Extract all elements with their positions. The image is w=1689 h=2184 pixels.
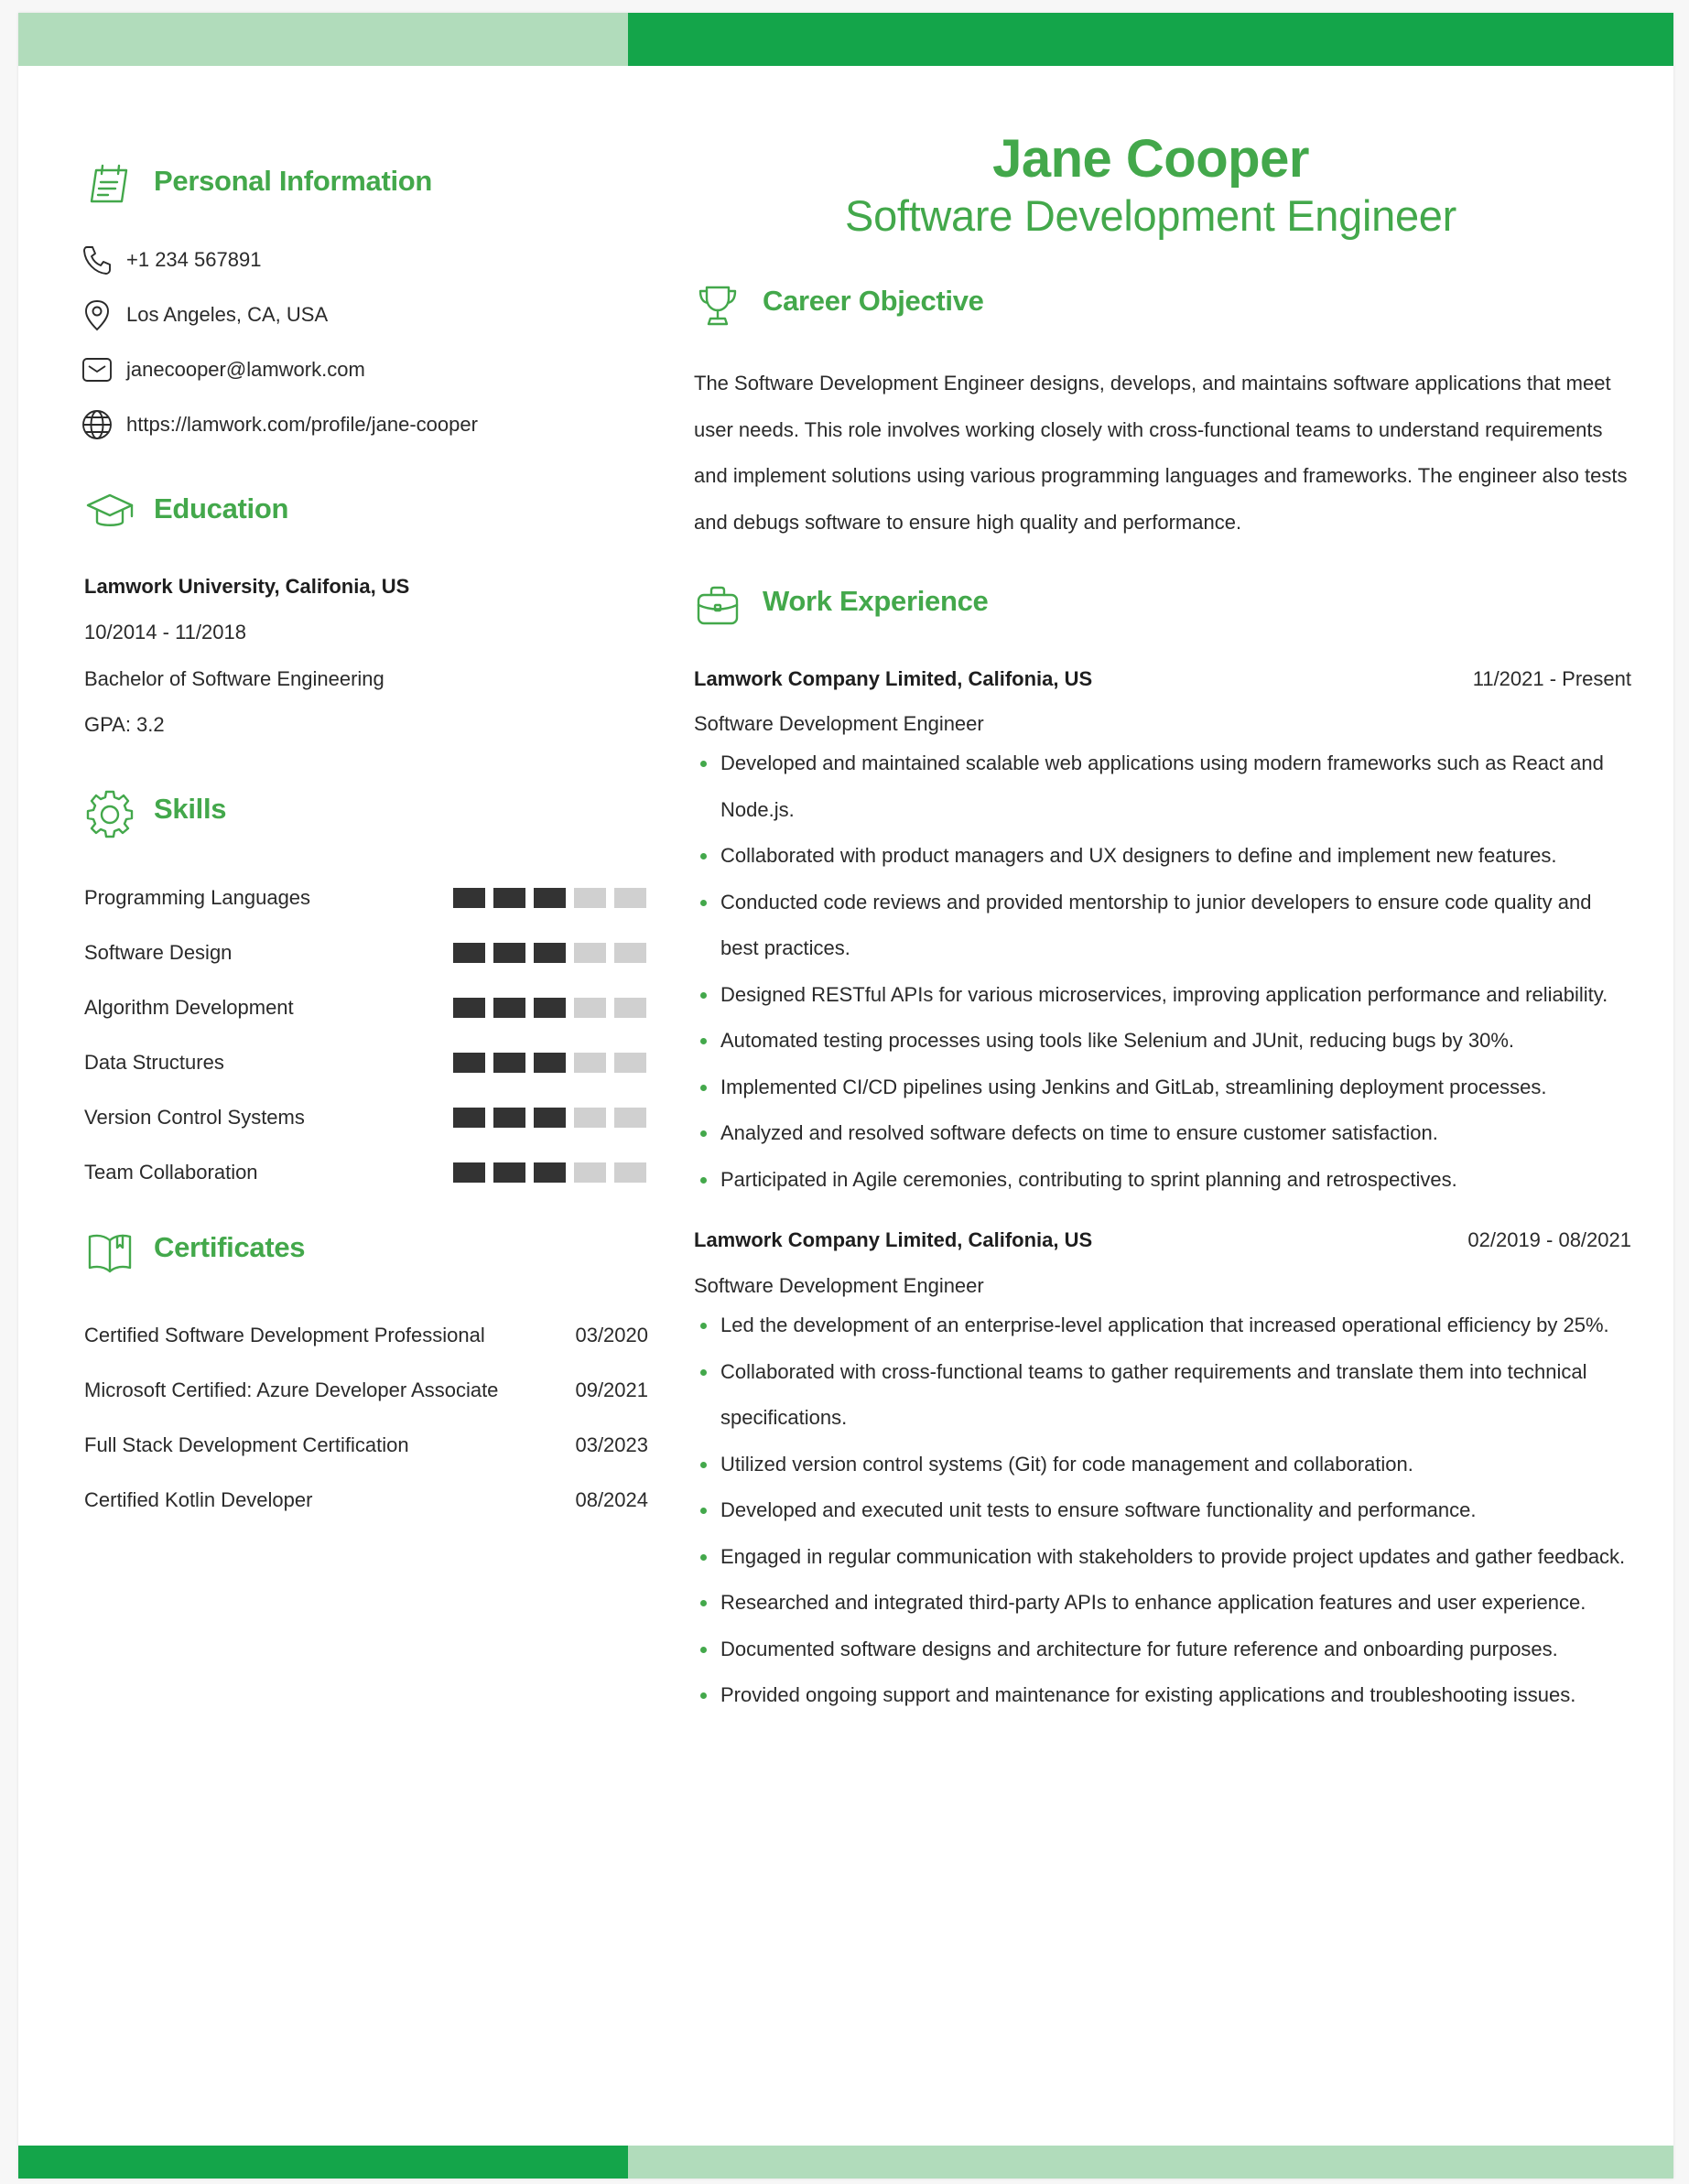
job-header [694, 1224, 1631, 1257]
skill-name: Algorithm Development [84, 996, 294, 1019]
contact-phone [79, 242, 261, 278]
skill-name: Team Collaboration [84, 1161, 258, 1184]
job-dates: 02/2019 - 08/2021 [1467, 1228, 1631, 1251]
bottom-bar-dark [18, 2146, 628, 2179]
skill-level-segment [574, 1162, 606, 1183]
certificate-date: 08/2024 [575, 1488, 648, 1511]
skill-level-segment [574, 888, 606, 908]
skill-level-bar [453, 1108, 646, 1128]
skill-level-segment [493, 1162, 525, 1183]
skill-name: Data Structures [84, 1051, 224, 1074]
phone-text[interactable]: +1 234 567891 [126, 248, 262, 271]
skill-row [84, 991, 646, 1024]
certificates-heading: Certificates [154, 1231, 306, 1263]
skill-row [84, 1046, 646, 1079]
skill-level-segment [493, 1108, 525, 1128]
top-bar-light [18, 13, 628, 66]
skill-level-segment [534, 943, 566, 963]
certificate-row [84, 1484, 648, 1517]
skill-level-segment [453, 1162, 485, 1183]
skill-name: Version Control Systems [84, 1106, 305, 1129]
phone-icon [79, 242, 115, 278]
job-company: Lamwork Company Limited, Califonia, US [694, 667, 1093, 690]
skill-name: Programming Languages [84, 886, 311, 909]
skill-level-bar [453, 1053, 646, 1073]
certificate-date: 03/2023 [575, 1433, 648, 1456]
skill-row [84, 1101, 646, 1134]
skill-level-segment [453, 943, 485, 963]
top-bar-dark [628, 13, 1673, 66]
gear-icon [84, 787, 135, 838]
contact-email [79, 351, 365, 388]
skill-level-segment [534, 1108, 566, 1128]
skill-level-segment [614, 888, 646, 908]
contact-website [79, 406, 478, 443]
certificate-date: 09/2021 [575, 1379, 648, 1401]
skill-level-segment [493, 998, 525, 1018]
job-bullet-item: Led the development of an enterprise-level application that increased operational efficiency by 25%. [694, 1303, 1633, 1349]
education-degree: Bachelor of Software Engineering [84, 667, 384, 690]
job-bullet-item: Developed and executed unit tests to ensure software functionality and performance. [694, 1487, 1633, 1534]
location-text: Los Angeles, CA, USA [126, 303, 329, 326]
skill-level-bar [453, 943, 646, 963]
work-experience-heading: Work Experience [763, 585, 989, 617]
job-role: Software Development Engineer [694, 1274, 984, 1297]
job-bullet-item: Engaged in regular communication with stakeholders to provide project updates and gather feedback. [694, 1534, 1633, 1581]
skill-level-segment [534, 1053, 566, 1073]
skill-level-segment [614, 943, 646, 963]
mail-icon [79, 351, 115, 388]
skill-level-segment [614, 1108, 646, 1128]
skill-level-segment [574, 1108, 606, 1128]
job-header [694, 663, 1631, 696]
skill-level-segment [574, 943, 606, 963]
skill-name: Software Design [84, 941, 233, 964]
resume-page [18, 13, 1673, 2179]
skill-level-bar [453, 888, 646, 908]
certificate-name: Full Stack Development Certification [84, 1433, 409, 1456]
contact-location [79, 297, 328, 333]
skill-level-segment [453, 888, 485, 908]
certificate-row [84, 1374, 648, 1407]
job-bullet-item: Collaborated with cross-functional teams to gather requirements and translate them into technical specifications. [694, 1349, 1633, 1442]
career-objective-heading: Career Objective [763, 285, 984, 317]
skill-level-bar [453, 1162, 646, 1183]
graduation-cap-icon [84, 487, 135, 538]
briefcase-icon [692, 580, 743, 632]
job-bullet-item: Implemented CI/CD pipelines using Jenkins and GitLab, streamlining deployment processes. [694, 1065, 1633, 1111]
book-icon [84, 1226, 135, 1277]
career-objective-text: The Software Development Engineer designs, develops, and maintains software applications that meet user needs. This role involves working closely with cross-functional teams to understand requirements and implement solutions using various programming languages and frameworks. The engineer also tests and debugs software to ensure high quality and performance. [694, 372, 1628, 534]
email-link[interactable]: janecooper@lamwork.com [126, 358, 365, 381]
job-dates: 11/2021 - Present [1472, 667, 1631, 690]
certificate-name: Certified Software Development Professional [84, 1324, 485, 1346]
skill-level-segment [614, 1053, 646, 1073]
certificate-name: Certified Kotlin Developer [84, 1488, 313, 1511]
job-company: Lamwork Company Limited, Califonia, US [694, 1228, 1093, 1251]
job-bullet-item: Collaborated with product managers and UX designers to define and implement new features. [694, 833, 1633, 880]
education-heading: Education [154, 492, 289, 524]
job-bullet-item: Conducted code reviews and provided mentorship to junior developers to ensure code quality and best practices. [694, 880, 1633, 972]
location-pin-icon [79, 297, 115, 333]
candidate-name: Jane Cooper [992, 129, 1309, 189]
skill-level-segment [453, 1108, 485, 1128]
education-dates: 10/2014 - 11/2018 [84, 621, 246, 643]
job-bullet-item: Developed and maintained scalable web applications using modern frameworks such as React and Node.js. [694, 741, 1633, 833]
skill-row [84, 1156, 646, 1189]
skill-level-segment [574, 1053, 606, 1073]
skill-row [84, 881, 646, 914]
skill-level-segment [493, 888, 525, 908]
skill-level-segment [614, 1162, 646, 1183]
job-bullet-item: Researched and integrated third-party APIs to enhance application features and user experience. [694, 1580, 1633, 1627]
certificate-date: 03/2020 [575, 1324, 648, 1346]
skill-level-segment [493, 1053, 525, 1073]
skill-level-segment [453, 1053, 485, 1073]
skill-level-segment [493, 943, 525, 963]
skills-heading: Skills [154, 793, 227, 825]
skill-level-bar [453, 998, 646, 1018]
skill-level-segment [453, 998, 485, 1018]
job-bullet-item: Automated testing processes using tools like Selenium and JUnit, reducing bugs by 30%. [694, 1018, 1633, 1065]
skill-row [84, 936, 646, 969]
job-bullet-item: Participated in Agile ceremonies, contributing to sprint planning and retrospectives. [694, 1157, 1633, 1204]
calendar-note-icon [84, 159, 135, 211]
job-bullet-list [694, 741, 1633, 1203]
job-role: Software Development Engineer [694, 712, 984, 735]
job-bullet-item: Documented software designs and architecture for future reference and onboarding purposes. [694, 1627, 1633, 1673]
education-school: Lamwork University, Califonia, US [84, 575, 410, 598]
job-bullet-item: Provided ongoing support and maintenance for existing applications and troubleshooting issues. [694, 1672, 1633, 1719]
skill-level-segment [574, 998, 606, 1018]
personal-info-heading: Personal Information [154, 165, 433, 197]
candidate-title: Software Development Engineer [845, 191, 1456, 240]
globe-icon [79, 406, 115, 443]
skill-level-segment [534, 998, 566, 1018]
certificate-row [84, 1429, 648, 1462]
bottom-bar-light [628, 2146, 1673, 2179]
job-bullet-item: Utilized version control systems (Git) for code management and collaboration. [694, 1442, 1633, 1488]
certificate-name: Microsoft Certified: Azure Developer Associate [84, 1379, 499, 1401]
website-link[interactable]: https://lamwork.com/profile/jane-cooper [126, 413, 478, 436]
skill-level-segment [534, 888, 566, 908]
skill-level-segment [614, 998, 646, 1018]
certificate-row [84, 1319, 648, 1352]
trophy-icon [692, 280, 743, 331]
job-bullet-item: Designed RESTful APIs for various microservices, improving application performance and reliability. [694, 972, 1633, 1019]
skill-level-segment [534, 1162, 566, 1183]
job-bullet-item: Analyzed and resolved software defects on time to ensure customer satisfaction. [694, 1110, 1633, 1157]
education-gpa: GPA: 3.2 [84, 713, 165, 736]
job-bullet-list [694, 1303, 1633, 1719]
